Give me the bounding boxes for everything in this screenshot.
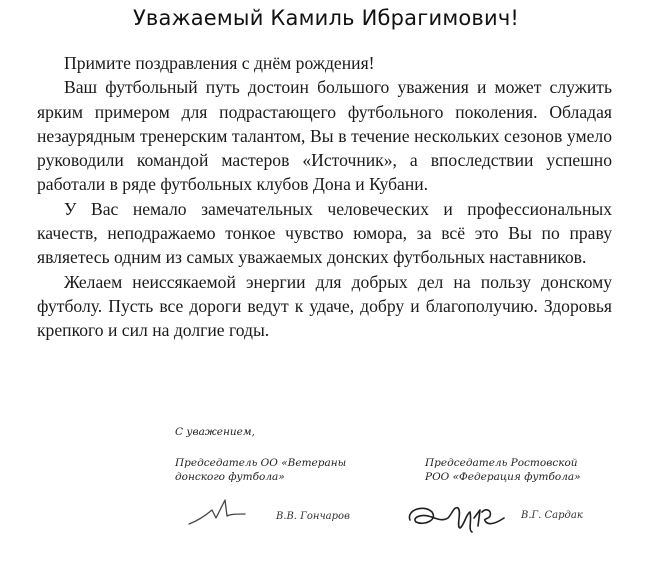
closing-phrase: С уважением, [175, 426, 255, 438]
signatory-left-title [175, 456, 346, 484]
signatory-right-title [425, 456, 581, 484]
signatory-right-name: В.Г. Сардак [521, 510, 583, 521]
greeting-line: Примите поздравления с днём рождения! [64, 53, 375, 73]
signatory-left-name: В.В. Гончаров [276, 511, 350, 522]
paragraph-career: Ваш футбольный путь достоин большого уважения и может служить ярким примером для подрастающего футбольного поколения. Обладая незаурядным тренерским талантом, Вы в течение нескольких сезонов умело руководили командой мастеров «Источник», а впоследствии успешно работали в ряде футбольных клубов Дона и Кубани. [37, 77, 612, 195]
signature-right-image [402, 496, 514, 536]
signatory-left-title-line2: донского футбола» [175, 471, 285, 483]
letter-heading: Уважаемый Камиль Ибрагимович! [132, 6, 520, 30]
signatory-right-title-line2: РОО «Федерация футбола» [425, 471, 581, 483]
letter-body [37, 51, 612, 343]
signatory-right-title-line1: Председатель Ростовской [425, 457, 578, 469]
paragraph-wishes: Желаем неиссякаемой энергии для добрых дел на пользу донскому футболу. Пусть все дороги ведут к удаче, добру и благополучию. Здоровья крепкого и сил на долгие годы. [37, 271, 612, 341]
paragraph-qualities: У Вас немало замечательных человеческих и профессиональных качеств, неподражаемо тонкое чувство юмора, за всё это Вы по праву являетесь одним из самых уважаемых донских футбольных наставников. [37, 198, 612, 268]
signature-left-image [185, 494, 255, 530]
signatory-left-title-line1: Председатель ОО «Ветераны [175, 457, 347, 469]
